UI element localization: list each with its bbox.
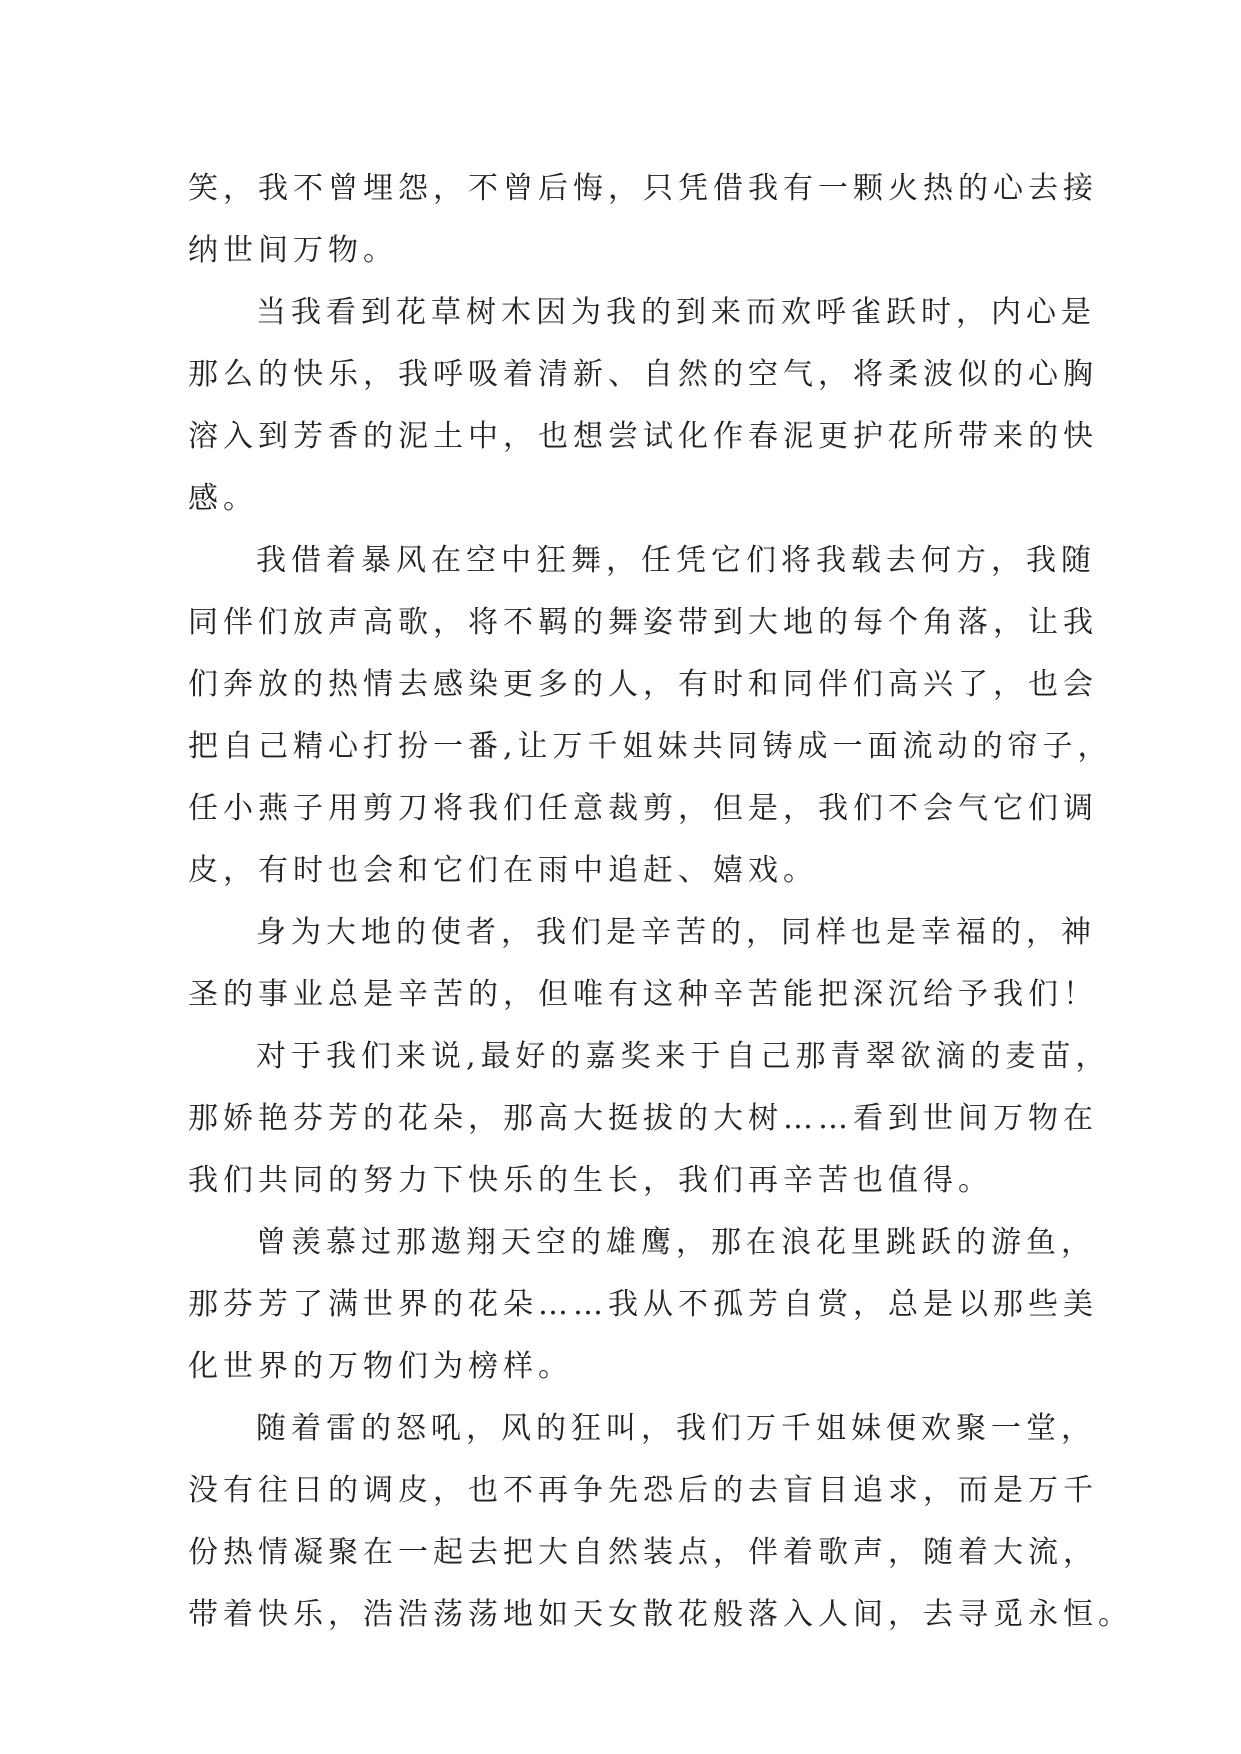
text-line: 溶入到芳香的泥土中，也想尝试化作春泥更护花所带来的快 xyxy=(188,419,1098,454)
text-line: 圣的事业总是辛苦的，但唯有这种辛苦能把深沉给予我们！ xyxy=(188,977,1098,1012)
paragraph-3 xyxy=(188,530,1113,902)
text-line: 把自己精心打扮一番,让万千姐妹共同铸成一面流动的帘子， xyxy=(188,729,1113,764)
text-line: 带着快乐，浩浩荡荡地如天女散花般落入人间，去寻觅永恒。 xyxy=(188,1597,1133,1632)
text-line: 纳世间万物。 xyxy=(188,233,398,268)
text-line: 们奔放的热情去感染更多的人，有时和同伴们高兴了，也会 xyxy=(188,667,1098,702)
text-line: 感。 xyxy=(188,481,258,516)
text-line: 那娇艳芬芳的花朵，那高大挺拔的大树……看到世间万物在 xyxy=(188,1101,1098,1136)
paragraph-5 xyxy=(188,1026,1111,1212)
text-line: 身为大地的使者，我们是辛苦的，同样也是幸福的，神 xyxy=(256,915,1096,950)
text-line: 我们共同的努力下快乐的生长，我们再辛苦也值得。 xyxy=(188,1163,993,1198)
text-line: 皮，有时也会和它们在雨中追赶、嬉戏。 xyxy=(188,853,818,888)
text-line: 随着雷的怒吼，风的狂叫，我们万千姐妹便欢聚一堂， xyxy=(256,1411,1096,1446)
text-line: 当我看到花草树木因为我的到来而欢呼雀跃时，内心是 xyxy=(256,295,1096,330)
paragraph-6 xyxy=(188,1212,1098,1398)
text-line: 那么的快乐，我呼吸着清新、自然的空气，将柔波似的心胸 xyxy=(188,357,1098,392)
document-body xyxy=(188,158,1133,1646)
paragraph-2 xyxy=(188,282,1098,530)
text-line: 我借着暴风在空中狂舞，任凭它们将我载去何方，我随 xyxy=(256,543,1096,578)
paragraph-1 xyxy=(188,158,1098,282)
text-line: 化世界的万物们为榜样。 xyxy=(188,1349,573,1384)
text-line: 没有往日的调皮，也不再争先恐后的去盲目追求，而是万千 xyxy=(188,1473,1098,1508)
paragraph-7 xyxy=(188,1398,1133,1646)
paragraph-4 xyxy=(188,902,1098,1026)
text-line: 对于我们来说,最好的嘉奖来于自己那青翠欲滴的麦苗， xyxy=(256,1039,1111,1074)
text-line: 同伴们放声高歌，将不羁的舞姿带到大地的每个角落，让我 xyxy=(188,605,1098,640)
text-line: 任小燕子用剪刀将我们任意裁剪，但是，我们不会气它们调 xyxy=(188,791,1098,826)
text-line: 笑，我不曾埋怨，不曾后悔，只凭借我有一颗火热的心去接 xyxy=(188,171,1098,206)
text-line: 曾羡慕过那遨翔天空的雄鹰，那在浪花里跳跃的游鱼， xyxy=(256,1225,1096,1260)
text-line: 那芬芳了满世界的花朵……我从不孤芳自赏，总是以那些美 xyxy=(188,1287,1098,1322)
text-line: 份热情凝聚在一起去把大自然装点，伴着歌声，随着大流， xyxy=(188,1535,1098,1570)
